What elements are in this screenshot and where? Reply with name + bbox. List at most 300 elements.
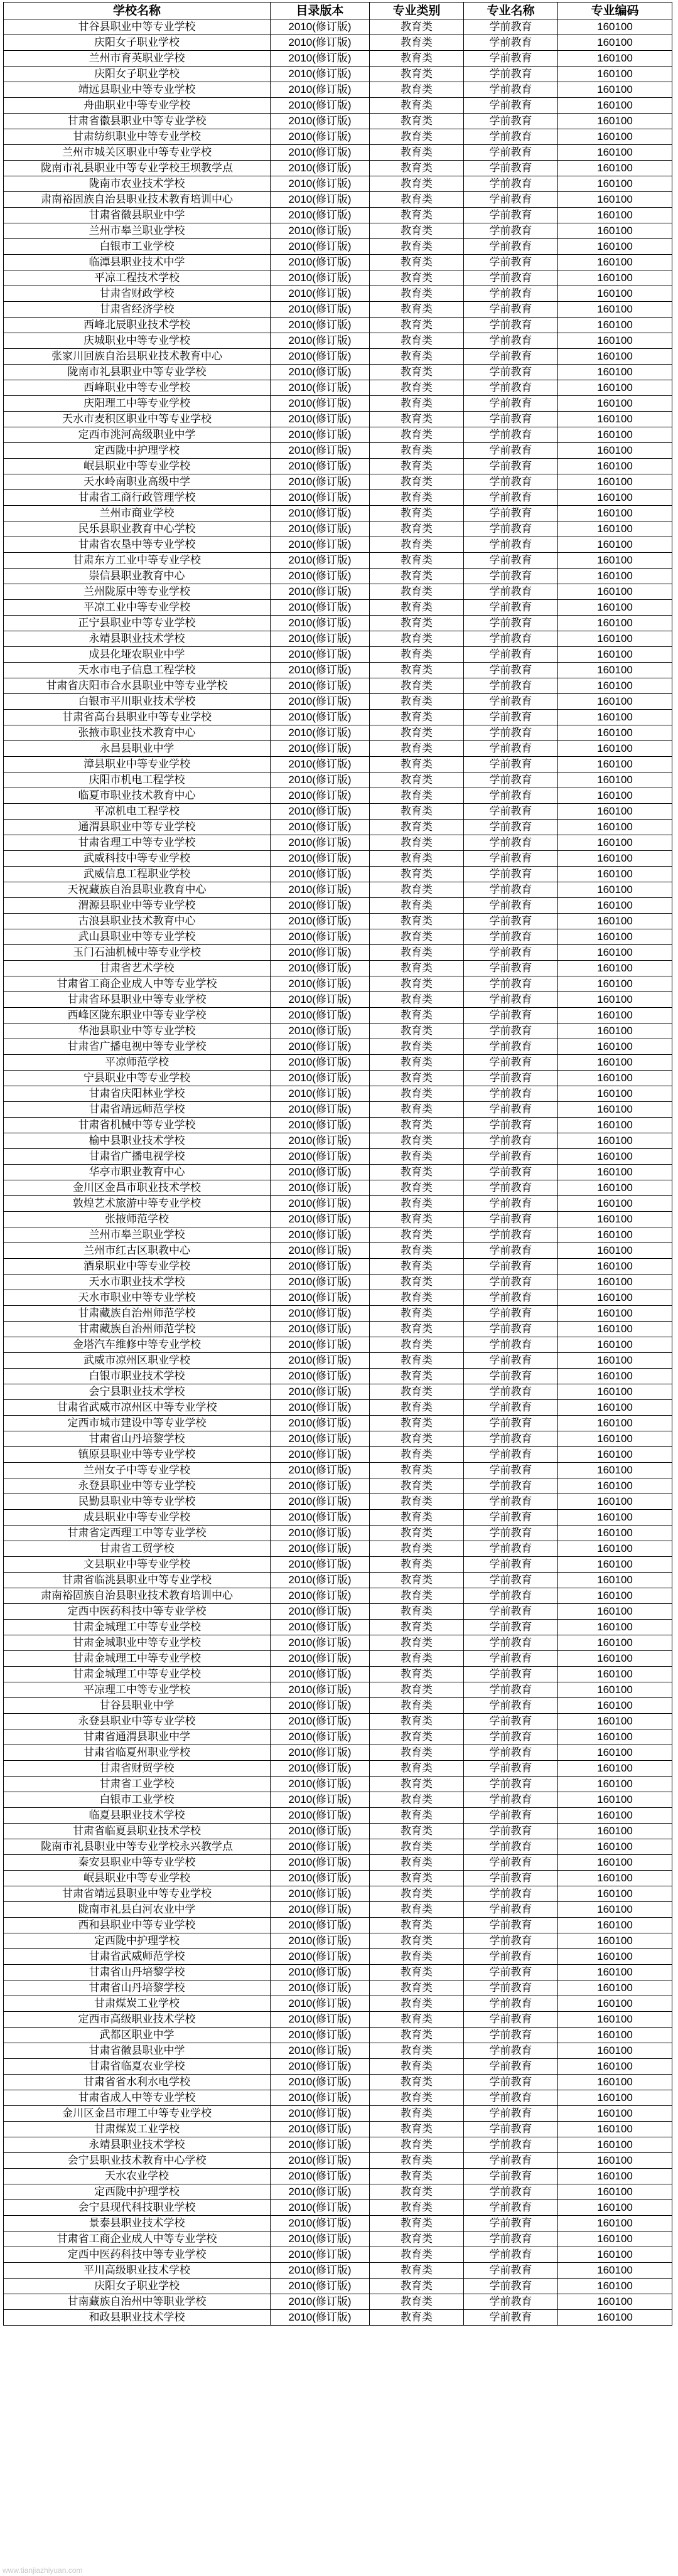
table-row: [4, 98, 672, 114]
cell-major-category: 教育类: [370, 2231, 464, 2247]
cell-catalog-version: 2010(修订版): [271, 1039, 370, 1055]
cell-school-name: 甘肃省广播电视中等专业学校: [4, 1039, 271, 1055]
cell-major-name: 学前教育: [464, 647, 558, 663]
cell-major-category: 教育类: [370, 2059, 464, 2075]
cell-major-category: 教育类: [370, 2169, 464, 2184]
cell-major-name: 学前教育: [464, 1180, 558, 1196]
cell-major-category: 教育类: [370, 1541, 464, 1557]
cell-major-code: 160100: [558, 176, 672, 192]
cell-school-name: 定西陇中护理学校: [4, 1933, 271, 1949]
cell-major-code: 160100: [558, 2012, 672, 2028]
cell-school-name: 甘肃省艺术学校: [4, 961, 271, 976]
cell-major-name: 学前教育: [464, 1651, 558, 1667]
cell-major-code: 160100: [558, 506, 672, 521]
cell-school-name: 甘肃省定西理工中等专业学校: [4, 1526, 271, 1541]
cell-major-code: 160100: [558, 223, 672, 239]
cell-major-code: 160100: [558, 19, 672, 35]
table-row: [4, 1886, 672, 1902]
cell-catalog-version: 2010(修订版): [271, 694, 370, 710]
cell-major-category: 教育类: [370, 772, 464, 788]
cell-school-name: 甘肃省山丹培黎学校: [4, 1965, 271, 1980]
cell-major-code: 160100: [558, 239, 672, 255]
table-row: [4, 1306, 672, 1322]
cell-major-name: 学前教育: [464, 1431, 558, 1447]
cell-major-code: 160100: [558, 302, 672, 318]
cell-catalog-version: 2010(修订版): [271, 2231, 370, 2247]
cell-major-category: 教育类: [370, 929, 464, 945]
table-row: [4, 223, 672, 239]
cell-major-code: 160100: [558, 1777, 672, 1792]
cell-school-name: 天祝藏族自治县职业教育中心: [4, 882, 271, 898]
table-row: [4, 1980, 672, 1996]
cell-major-name: 学前教育: [464, 1573, 558, 1588]
cell-major-category: 教育类: [370, 521, 464, 537]
cell-catalog-version: 2010(修订版): [271, 710, 370, 725]
cell-major-code: 160100: [558, 35, 672, 51]
cell-catalog-version: 2010(修订版): [271, 1400, 370, 1416]
cell-major-category: 教育类: [370, 302, 464, 318]
cell-major-code: 160100: [558, 1212, 672, 1227]
cell-major-code: 160100: [558, 2263, 672, 2279]
cell-school-name: 甘肃省机械中等专业学校: [4, 1118, 271, 1133]
cell-major-name: 学前教育: [464, 867, 558, 882]
cell-catalog-version: 2010(修订版): [271, 2263, 370, 2279]
table-row: [4, 1933, 672, 1949]
cell-major-name: 学前教育: [464, 255, 558, 270]
cell-school-name: 民勤县职业中等专业学校: [4, 1494, 271, 1510]
cell-catalog-version: 2010(修订版): [271, 1729, 370, 1745]
cell-major-name: 学前教育: [464, 1745, 558, 1761]
table-row: [4, 1510, 672, 1526]
table-row: [4, 1243, 672, 1259]
cell-catalog-version: 2010(修订版): [271, 820, 370, 835]
cell-school-name: 甘肃省通渭县职业中学: [4, 1729, 271, 1745]
table-row: [4, 1478, 672, 1494]
cell-major-code: 160100: [558, 992, 672, 1008]
cell-major-category: 教育类: [370, 851, 464, 867]
cell-catalog-version: 2010(修订版): [271, 1071, 370, 1086]
cell-major-name: 学前教育: [464, 2028, 558, 2043]
cell-catalog-version: 2010(修订版): [271, 1651, 370, 1667]
cell-major-code: 160100: [558, 1290, 672, 1306]
cell-catalog-version: 2010(修订版): [271, 2247, 370, 2263]
cell-catalog-version: 2010(修订版): [271, 176, 370, 192]
table-row: [4, 1102, 672, 1118]
cell-major-name: 学前教育: [464, 474, 558, 490]
cell-catalog-version: 2010(修订版): [271, 1494, 370, 1510]
cell-major-name: 学前教育: [464, 1149, 558, 1165]
cell-catalog-version: 2010(修订版): [271, 1478, 370, 1494]
cell-school-name: 肃南裕固族自治县职业技术教育培训中心: [4, 192, 271, 208]
cell-major-name: 学前教育: [464, 270, 558, 286]
cell-major-name: 学前教育: [464, 1494, 558, 1510]
cell-major-code: 160100: [558, 1322, 672, 1337]
cell-catalog-version: 2010(修订版): [271, 1604, 370, 1620]
cell-school-name: 榆中县职业技术学校: [4, 1133, 271, 1149]
cell-catalog-version: 2010(修订版): [271, 1196, 370, 1212]
cell-catalog-version: 2010(修订版): [271, 239, 370, 255]
cell-catalog-version: 2010(修订版): [271, 663, 370, 678]
cell-catalog-version: 2010(修订版): [271, 788, 370, 804]
cell-major-category: 教育类: [370, 223, 464, 239]
cell-school-name: 甘肃省庆阳林业学校: [4, 1086, 271, 1102]
cell-major-category: 教育类: [370, 1165, 464, 1180]
cell-major-category: 教育类: [370, 741, 464, 757]
cell-catalog-version: 2010(修订版): [271, 459, 370, 474]
cell-major-code: 160100: [558, 600, 672, 616]
cell-major-category: 教育类: [370, 443, 464, 459]
cell-major-category: 教育类: [370, 2247, 464, 2263]
cell-major-code: 160100: [558, 333, 672, 349]
cell-catalog-version: 2010(修订版): [271, 1353, 370, 1369]
cell-major-name: 学前教育: [464, 223, 558, 239]
table-row: [4, 898, 672, 914]
cell-catalog-version: 2010(修订版): [271, 192, 370, 208]
cell-major-code: 160100: [558, 1102, 672, 1118]
cell-major-category: 教育类: [370, 2043, 464, 2059]
cell-major-category: 教育类: [370, 1008, 464, 1023]
cell-catalog-version: 2010(修订版): [271, 1416, 370, 1431]
cell-major-name: 学前教育: [464, 459, 558, 474]
cell-catalog-version: 2010(修订版): [271, 1871, 370, 1886]
cell-catalog-version: 2010(修订版): [271, 1777, 370, 1792]
cell-major-name: 学前教育: [464, 851, 558, 867]
cell-major-name: 学前教育: [464, 1682, 558, 1698]
cell-major-name: 学前教育: [464, 1086, 558, 1102]
table-row: [4, 1416, 672, 1431]
cell-school-name: 甘肃省徽县职业中等专业学校: [4, 114, 271, 129]
cell-major-name: 学前教育: [464, 1824, 558, 1839]
cell-major-code: 160100: [558, 1227, 672, 1243]
cell-major-category: 教育类: [370, 631, 464, 647]
cell-major-name: 学前教育: [464, 678, 558, 694]
cell-major-code: 160100: [558, 82, 672, 98]
cell-major-code: 160100: [558, 2028, 672, 2043]
cell-major-name: 学前教育: [464, 1102, 558, 1118]
cell-major-category: 教育类: [370, 1275, 464, 1290]
cell-major-category: 教育类: [370, 1902, 464, 1918]
cell-catalog-version: 2010(修订版): [271, 114, 370, 129]
table-row: [4, 725, 672, 741]
cell-catalog-version: 2010(修订版): [271, 2106, 370, 2122]
cell-major-category: 教育类: [370, 1682, 464, 1698]
cell-major-category: 教育类: [370, 647, 464, 663]
cell-major-category: 教育类: [370, 1871, 464, 1886]
cell-school-name: 甘肃省徽县职业中学: [4, 208, 271, 223]
cell-major-name: 学前教育: [464, 1902, 558, 1918]
cell-school-name: 镇原县职业中等专业学校: [4, 1447, 271, 1463]
cell-major-name: 学前教育: [464, 1118, 558, 1133]
cell-major-name: 学前教育: [464, 1243, 558, 1259]
cell-major-category: 教育类: [370, 2200, 464, 2216]
cell-major-code: 160100: [558, 286, 672, 302]
cell-major-code: 160100: [558, 537, 672, 553]
cell-major-code: 160100: [558, 1620, 672, 1635]
cell-major-category: 教育类: [370, 694, 464, 710]
cell-school-name: 会宁县现代科技职业学校: [4, 2200, 271, 2216]
cell-major-category: 教育类: [370, 82, 464, 98]
table-row: [4, 2247, 672, 2263]
cell-major-code: 160100: [558, 67, 672, 82]
table-row: [4, 2294, 672, 2310]
table-row: [4, 1071, 672, 1086]
cell-catalog-version: 2010(修订版): [271, 1996, 370, 2012]
cell-school-name: 甘肃省广播电视学校: [4, 1149, 271, 1165]
table-row: [4, 1651, 672, 1667]
cell-school-name: 永靖县职业技术学校: [4, 631, 271, 647]
cell-school-name: 舟曲职业中等专业学校: [4, 98, 271, 114]
cell-catalog-version: 2010(修订版): [271, 427, 370, 443]
cell-catalog-version: 2010(修订版): [271, 2216, 370, 2231]
cell-major-code: 160100: [558, 114, 672, 129]
school-major-table: [3, 2, 672, 2326]
table-row: [4, 2028, 672, 2043]
cell-major-category: 教育类: [370, 898, 464, 914]
cell-major-name: 学前教育: [464, 1290, 558, 1306]
cell-major-category: 教育类: [370, 1149, 464, 1165]
cell-major-category: 教育类: [370, 2075, 464, 2090]
cell-major-category: 教育类: [370, 239, 464, 255]
table-row: [4, 1965, 672, 1980]
cell-major-name: 学前教育: [464, 239, 558, 255]
cell-major-category: 教育类: [370, 270, 464, 286]
cell-catalog-version: 2010(修订版): [271, 1824, 370, 1839]
cell-school-name: 定西市高级职业技术学校: [4, 2012, 271, 2028]
cell-school-name: 华亭市职业教育中心: [4, 1165, 271, 1180]
cell-school-name: 甘肃省山丹培黎学校: [4, 1431, 271, 1447]
cell-major-name: 学前教育: [464, 2059, 558, 2075]
cell-major-name: 学前教育: [464, 1008, 558, 1023]
cell-major-category: 教育类: [370, 2122, 464, 2137]
cell-major-category: 教育类: [370, 1651, 464, 1667]
cell-catalog-version: 2010(修订版): [271, 2043, 370, 2059]
cell-major-name: 学前教育: [464, 1023, 558, 1039]
cell-catalog-version: 2010(修订版): [271, 396, 370, 412]
cell-major-code: 160100: [558, 1933, 672, 1949]
cell-catalog-version: 2010(修订版): [271, 1933, 370, 1949]
cell-school-name: 甘肃省工商企业成人中等专业学校: [4, 976, 271, 992]
cell-catalog-version: 2010(修订版): [271, 835, 370, 851]
cell-major-code: 160100: [558, 898, 672, 914]
cell-major-code: 160100: [558, 1118, 672, 1133]
cell-catalog-version: 2010(修订版): [271, 35, 370, 51]
cell-major-name: 学前教育: [464, 2231, 558, 2247]
cell-school-name: 甘肃金城理工中等专业学校: [4, 1620, 271, 1635]
cell-major-name: 学前教育: [464, 2012, 558, 2028]
cell-major-code: 160100: [558, 1133, 672, 1149]
cell-catalog-version: 2010(修订版): [271, 1714, 370, 1729]
cell-major-code: 160100: [558, 459, 672, 474]
table-row: [4, 1839, 672, 1855]
cell-major-code: 160100: [558, 1039, 672, 1055]
table-row: [4, 945, 672, 961]
cell-major-category: 教育类: [370, 1635, 464, 1651]
cell-major-name: 学前教育: [464, 161, 558, 176]
cell-major-category: 教育类: [370, 976, 464, 992]
cell-school-name: 甘肃省山丹培黎学校: [4, 1980, 271, 1996]
cell-school-name: 秦安县职业中等专业学校: [4, 1855, 271, 1871]
cell-major-name: 学前教育: [464, 1886, 558, 1902]
table-row: [4, 2310, 672, 2326]
cell-catalog-version: 2010(修订版): [271, 490, 370, 506]
cell-major-category: 教育类: [370, 1102, 464, 1118]
cell-major-name: 学前教育: [464, 1667, 558, 1682]
cell-school-name: 甘肃省庆阳市合水县职业中等专业学校: [4, 678, 271, 694]
cell-major-code: 160100: [558, 349, 672, 365]
cell-major-name: 学前教育: [464, 1996, 558, 2012]
cell-major-category: 教育类: [370, 1792, 464, 1808]
table-row: [4, 2263, 672, 2279]
header-school-name: 学校名称: [4, 3, 271, 19]
cell-major-name: 学前教育: [464, 1933, 558, 1949]
table-row: [4, 584, 672, 600]
cell-major-code: 160100: [558, 1902, 672, 1918]
cell-major-category: 教育类: [370, 1055, 464, 1071]
cell-major-name: 学前教育: [464, 757, 558, 772]
cell-major-name: 学前教育: [464, 192, 558, 208]
cell-major-code: 160100: [558, 1667, 672, 1682]
cell-major-category: 教育类: [370, 1808, 464, 1824]
cell-major-name: 学前教育: [464, 835, 558, 851]
cell-major-category: 教育类: [370, 396, 464, 412]
table-row: [4, 2075, 672, 2090]
table-row: [4, 1165, 672, 1180]
cell-major-category: 教育类: [370, 835, 464, 851]
cell-major-code: 160100: [558, 1886, 672, 1902]
cell-major-code: 160100: [558, 1557, 672, 1573]
cell-catalog-version: 2010(修订版): [271, 1839, 370, 1855]
table-row: [4, 1494, 672, 1510]
cell-school-name: 成县化垭农职业中学: [4, 647, 271, 663]
cell-major-name: 学前教育: [464, 1071, 558, 1086]
cell-major-category: 教育类: [370, 914, 464, 929]
cell-major-category: 教育类: [370, 945, 464, 961]
cell-catalog-version: 2010(修订版): [271, 804, 370, 820]
cell-major-name: 学前教育: [464, 365, 558, 380]
cell-school-name: 崇信县职业教育中心: [4, 569, 271, 584]
table-row: [4, 835, 672, 851]
table-row: [4, 286, 672, 302]
cell-major-name: 学前教育: [464, 804, 558, 820]
cell-major-name: 学前教育: [464, 2200, 558, 2216]
cell-school-name: 甘肃煤炭工业学校: [4, 2122, 271, 2137]
cell-major-category: 教育类: [370, 1761, 464, 1777]
cell-major-category: 教育类: [370, 1620, 464, 1635]
table-row: [4, 1259, 672, 1275]
cell-major-category: 教育类: [370, 1306, 464, 1322]
cell-school-name: 甘谷县职业中学: [4, 1698, 271, 1714]
cell-major-name: 学前教育: [464, 663, 558, 678]
cell-major-category: 教育类: [370, 992, 464, 1008]
cell-major-code: 160100: [558, 1729, 672, 1745]
cell-major-category: 教育类: [370, 1071, 464, 1086]
cell-catalog-version: 2010(修订版): [271, 851, 370, 867]
cell-school-name: 庆城职业中等专业学校: [4, 333, 271, 349]
cell-school-name: 平川高级职业技术学校: [4, 2263, 271, 2279]
cell-school-name: 甘肃省成人中等专业学校: [4, 2090, 271, 2106]
cell-school-name: 陇南市礼县职业中等专业学校永兴教学点: [4, 1839, 271, 1855]
table-row: [4, 145, 672, 161]
cell-major-code: 160100: [558, 192, 672, 208]
cell-major-code: 160100: [558, 427, 672, 443]
cell-school-name: 甘肃省靖远师范学校: [4, 1102, 271, 1118]
cell-school-name: 永登县职业中等专业学校: [4, 1714, 271, 1729]
cell-catalog-version: 2010(修订版): [271, 286, 370, 302]
table-row: [4, 2184, 672, 2200]
cell-major-category: 教育类: [370, 35, 464, 51]
table-row: [4, 1855, 672, 1871]
cell-major-category: 教育类: [370, 616, 464, 631]
cell-school-name: 甘肃省工商企业成人中等专业学校: [4, 2231, 271, 2247]
cell-catalog-version: 2010(修订版): [271, 1165, 370, 1180]
cell-school-name: 兰州市红古区职教中心: [4, 1243, 271, 1259]
table-row: [4, 161, 672, 176]
cell-major-name: 学前教育: [464, 2263, 558, 2279]
cell-major-category: 教育类: [370, 145, 464, 161]
cell-catalog-version: 2010(修订版): [271, 1635, 370, 1651]
cell-school-name: 渭源县职业中等专业学校: [4, 898, 271, 914]
cell-major-category: 教育类: [370, 2216, 464, 2231]
table-row: [4, 255, 672, 270]
cell-catalog-version: 2010(修订版): [271, 2310, 370, 2326]
cell-school-name: 天水市职业技术学校: [4, 1275, 271, 1290]
cell-major-code: 160100: [558, 851, 672, 867]
cell-major-name: 学前教育: [464, 1039, 558, 1055]
cell-major-code: 160100: [558, 2231, 672, 2247]
table-row: [4, 1949, 672, 1965]
cell-catalog-version: 2010(修订版): [271, 2184, 370, 2200]
cell-major-name: 学前教育: [464, 1855, 558, 1871]
cell-major-category: 教育类: [370, 1777, 464, 1792]
cell-major-code: 160100: [558, 2075, 672, 2090]
cell-major-code: 160100: [558, 710, 672, 725]
cell-school-name: 定西中医药科技中等专业学校: [4, 2247, 271, 2263]
cell-catalog-version: 2010(修订版): [271, 992, 370, 1008]
table-row: [4, 35, 672, 51]
cell-catalog-version: 2010(修订版): [271, 1369, 370, 1384]
cell-major-name: 学前教育: [464, 443, 558, 459]
cell-major-code: 160100: [558, 1965, 672, 1980]
cell-major-name: 学前教育: [464, 1604, 558, 1620]
table-row: [4, 929, 672, 945]
cell-school-name: 甘肃省环县职业中等专业学校: [4, 992, 271, 1008]
cell-school-name: 甘肃省工业学校: [4, 1777, 271, 1792]
cell-catalog-version: 2010(修订版): [271, 2122, 370, 2137]
cell-catalog-version: 2010(修订版): [271, 2294, 370, 2310]
cell-major-name: 学前教育: [464, 1980, 558, 1996]
cell-major-code: 160100: [558, 2153, 672, 2169]
cell-major-category: 教育类: [370, 161, 464, 176]
cell-major-name: 学前教育: [464, 1635, 558, 1651]
cell-major-category: 教育类: [370, 1196, 464, 1212]
table-row: [4, 1808, 672, 1824]
cell-school-name: 甘肃省工贸学校: [4, 1541, 271, 1557]
cell-major-category: 教育类: [370, 1886, 464, 1902]
cell-school-name: 庆阳女子职业学校: [4, 67, 271, 82]
cell-school-name: 会宁县职业技术教育中心学校: [4, 2153, 271, 2169]
cell-catalog-version: 2010(修订版): [271, 1526, 370, 1541]
cell-major-code: 160100: [558, 1761, 672, 1777]
cell-major-name: 学前教育: [464, 1714, 558, 1729]
cell-school-name: 武山县职业中等专业学校: [4, 929, 271, 945]
cell-major-code: 160100: [558, 1949, 672, 1965]
table-row: [4, 537, 672, 553]
cell-catalog-version: 2010(修订版): [271, 365, 370, 380]
cell-school-name: 金川区金昌市职业技术学校: [4, 1180, 271, 1196]
cell-school-name: 白银市工业学校: [4, 239, 271, 255]
table-row: [4, 490, 672, 506]
table-row: [4, 427, 672, 443]
